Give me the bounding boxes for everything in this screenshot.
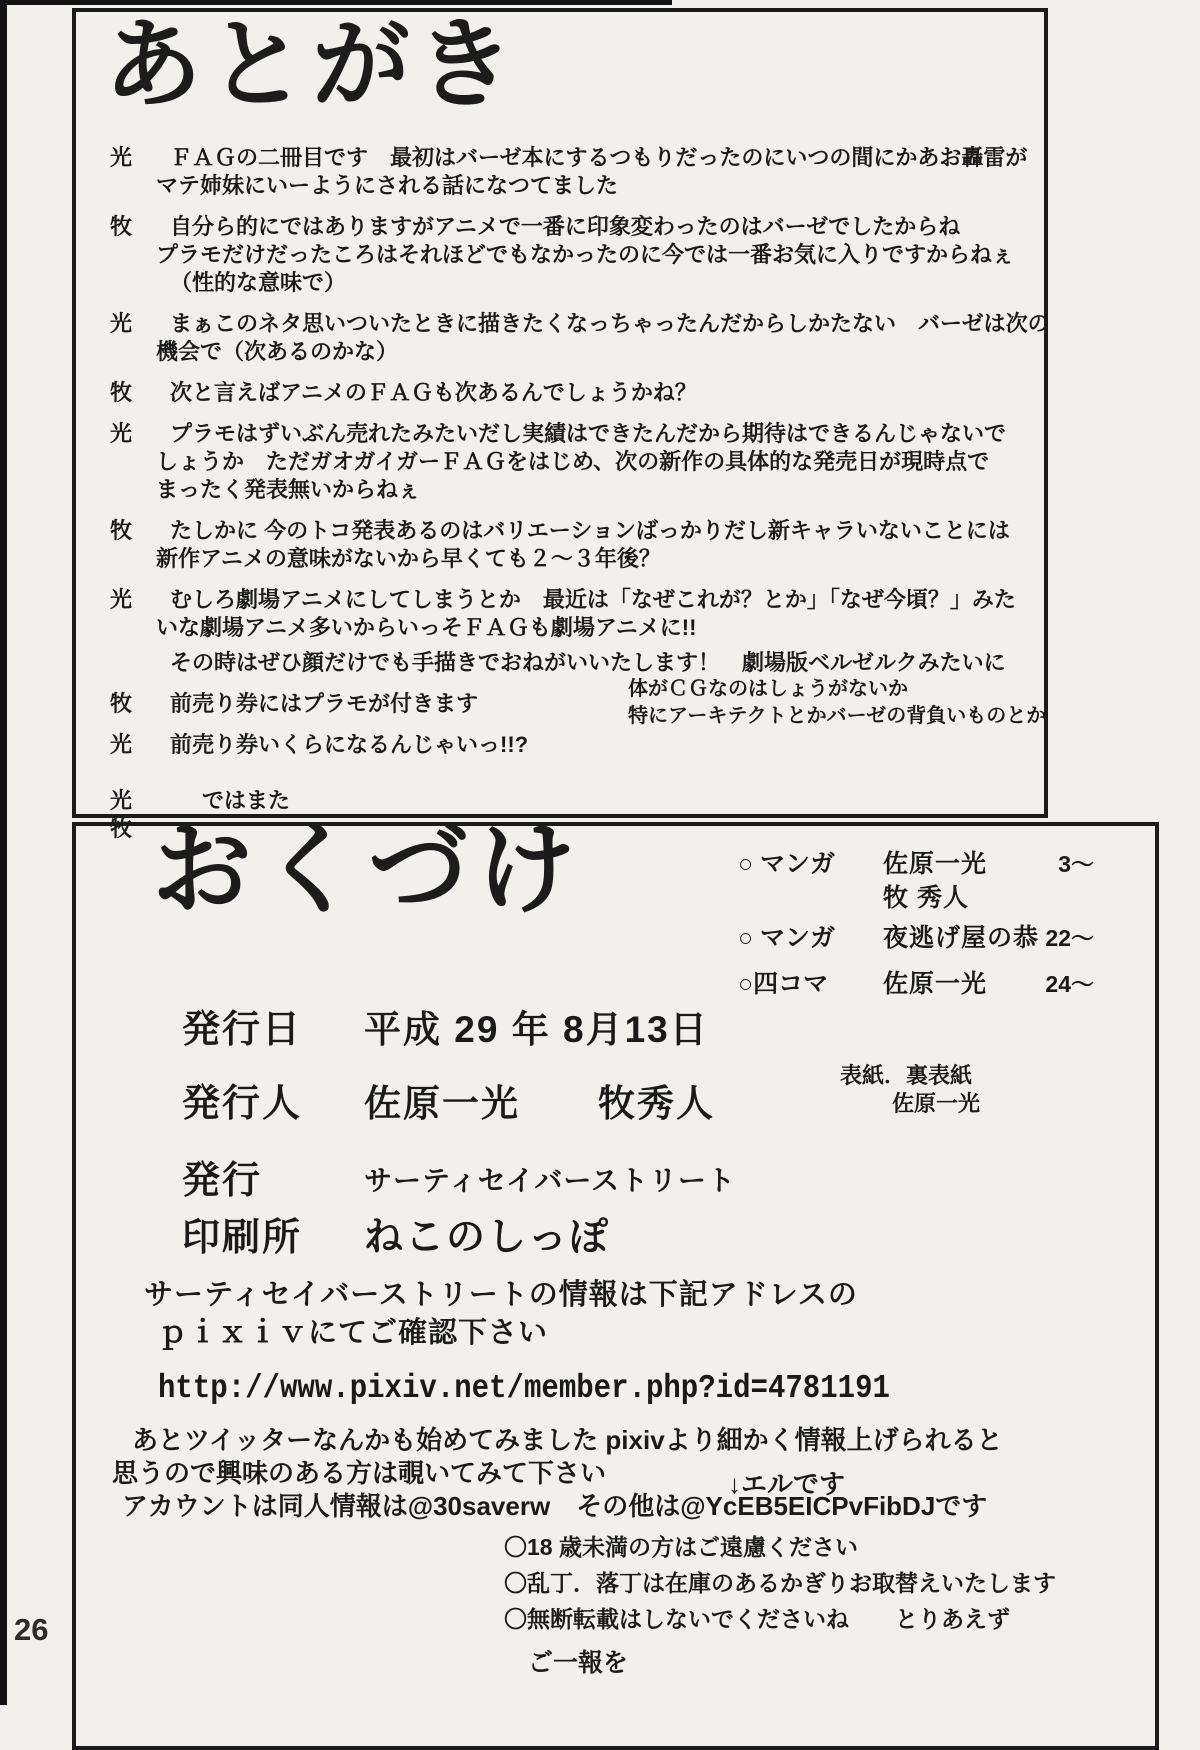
dialogue-text: 新作アニメの意味がないから早くても２～３年後？ <box>156 546 661 571</box>
field-publishers <box>182 1080 715 1128</box>
dialogue-text: まったく発表無いからねぇ <box>156 477 421 502</box>
afterword-dialogue <box>94 144 1050 843</box>
dialogue-row <box>94 379 1032 407</box>
dialogue-text: いな劇場アニメ多いからいっそＦＡＧも劇場アニメに!! <box>156 615 697 640</box>
speaker-label: 牧 <box>110 518 137 543</box>
circle-info-line: サーティセイバーストリートの情報は下記アドレスの <box>144 1279 858 1311</box>
dialogue-row <box>94 614 1032 642</box>
cover-credit-line: 表紙．裏表紙 <box>840 1063 973 1088</box>
dialogue-row <box>94 448 1032 476</box>
cover-credit-note <box>840 1062 980 1118</box>
speaker-label <box>94 476 156 504</box>
field-circle <box>182 1160 736 1202</box>
twitter-info-line: 思うので興味のある方は覗いてみて下さい <box>112 1458 607 1488</box>
dialogue-row <box>94 731 1032 759</box>
dialogue-row <box>94 586 1032 614</box>
credit-name: 佐原一光 <box>883 970 988 998</box>
credit-row <box>738 848 1098 880</box>
margin-note-line: 体がＣＧなのはしょうがないか <box>628 678 908 700</box>
dialogue-text: プラモはずいぶん売れたみたいだし実績はできたんだから期待はできるんじゃないで <box>170 421 1007 446</box>
twitter-info <box>112 1424 1003 1523</box>
field-label: 発行人 <box>182 1083 303 1125</box>
field-label: 発行 <box>182 1160 263 1202</box>
dialogue-row <box>94 144 1032 172</box>
speaker-label <box>94 269 156 297</box>
speaker-label <box>94 338 156 366</box>
credit-name: 佐原一光 <box>883 850 988 878</box>
credits-list <box>738 848 1098 1000</box>
speaker-label <box>94 448 156 476</box>
dialogue-row <box>94 241 1032 269</box>
field-value: 佐原一光 牧秀人 <box>364 1083 715 1124</box>
dialogue-text: ではまた <box>202 788 291 813</box>
afterword-title: あとがき <box>104 9 521 119</box>
colophon-section <box>72 814 1159 1750</box>
speaker-label: 牧 <box>110 214 137 239</box>
credit-row <box>738 882 1098 914</box>
dialogue-row <box>94 172 1032 200</box>
dialogue-text: プラモだけだったころはそれほどでもなかったのに今では一番お気に入りですからねぇ <box>156 242 1015 267</box>
dialogue-text: 自分ら的にではありますがアニメで一番に印象変わったのはバーゼでしたからね <box>170 214 961 239</box>
credit-pages <box>1033 882 1098 914</box>
dialogue-row <box>94 310 1050 338</box>
speaker-label <box>94 649 156 677</box>
credit-pages: 22～ <box>1045 925 1094 951</box>
dialogue-text: 機会で（次あるのかな） <box>156 339 399 364</box>
afterword-section <box>72 8 1050 841</box>
field-value: 平成 29 年 8月13日 <box>364 1009 709 1050</box>
dialogue-text: しょうか ただガオガイガーＦＡＧをはじめ、次の新作の具体的な発売日が現時点で <box>156 449 990 474</box>
dialogue-row <box>94 213 1032 241</box>
colophon-title: おくづけ <box>152 814 584 926</box>
credit-name: 夜逃げ屋の恭 <box>883 924 1040 952</box>
speaker-label: 牧 <box>110 380 137 405</box>
twitter-info-line: アカウントは同人情報は@30saverw その他は@YcEB5EICPvFibDJです <box>122 1491 988 1521</box>
notice-line: 〇乱丁．落丁は在庫のあるかぎりお取替えいたします <box>504 1570 1056 1596</box>
speaker-label <box>94 545 156 573</box>
speaker-label: 光牧 <box>110 788 137 841</box>
speaker-label: 光 <box>110 421 137 446</box>
credit-category: ○四コマ <box>738 970 829 998</box>
dialogue-row <box>94 476 1032 504</box>
dialogue-text: むしろ劇場アニメにしてしまうとか 最近は「なぜこれが？とか」「なぜ今頃？」みた <box>170 587 1016 612</box>
speaker-label <box>94 241 156 269</box>
dialogue-row <box>94 545 1032 573</box>
dialogue-text: 前売り券にはプラモが付きます <box>170 691 479 716</box>
credit-row <box>738 922 1098 954</box>
dialogue-text: 前売り券いくらになるんじゃいっ!!? <box>170 732 529 757</box>
credit-pages: 3～ <box>1058 851 1094 877</box>
dialogue-text: まぁこのネタ思いついたときに描きたくなっちゃったんだからしかたない バーゼは次の <box>170 311 1050 336</box>
dialogue-text: マテ姉妹にいーようにされる話になつてました <box>156 173 619 198</box>
circle-info-line: ｐｉｘｉｖにてご確認下さい <box>158 1317 549 1349</box>
speaker-label: 光 <box>110 145 137 170</box>
credit-category <box>738 882 883 914</box>
credit-name: 牧 秀人 <box>883 884 969 912</box>
credit-category: ○ マンガ <box>738 924 836 952</box>
credit-pages: 24～ <box>1045 971 1094 997</box>
field-publication-date <box>182 1006 709 1054</box>
dialogue-text: 次と言えばアニメのＦＡＧも次あるんでしょうかね？ <box>170 380 697 405</box>
speaker-label: 光 <box>110 311 137 336</box>
scan-edge-top <box>0 0 672 5</box>
margin-note-line: 特にアーキテクトとかバーゼの背負いものとか <box>628 705 1047 727</box>
speaker-label <box>94 614 156 642</box>
dialogue-row <box>94 517 1032 545</box>
speaker-label: 牧 <box>110 691 137 716</box>
speaker-label <box>94 172 156 200</box>
page-number: 26 <box>14 1612 49 1647</box>
dialogue-row <box>94 420 1032 448</box>
dialogue-row <box>94 649 1032 677</box>
el-arrow-note: ↓エルです <box>728 1469 846 1499</box>
notice-line: 〇18 歳未満の方はご遠慮ください <box>504 1534 858 1560</box>
circle-info <box>144 1276 858 1352</box>
notice-line: 〇無断転載はしないでくださいね とりあえず <box>504 1606 1010 1632</box>
speaker-label: 光 <box>110 732 137 757</box>
credit-row <box>738 968 1098 1000</box>
scan-edge-left <box>0 0 7 1705</box>
dialogue-text: その時はぜひ顔だけでも手描きでおねがいいたします！ 劇場版ベルゼルクみたいに <box>170 650 1006 675</box>
speaker-label: 光 <box>110 587 137 612</box>
field-value: ねこのしっぽ <box>364 1216 611 1259</box>
dialogue-row <box>94 338 1032 366</box>
pixiv-url: http://www.pixiv.net/member.php?id=4781191 <box>158 1370 890 1407</box>
dialogue-text: （性的な意味で） <box>170 270 347 295</box>
margin-note <box>628 676 1046 730</box>
dialogue-text: ＦＡＧの二冊目です 最初はバーゼ本にするつもりだったのにいつの間にかあお轟雷が <box>170 145 1028 170</box>
notice-tail: ご一報を <box>528 1649 629 1677</box>
field-value: サーティセイバーストリート <box>364 1165 736 1196</box>
cover-credit-line: 佐原一光 <box>892 1091 981 1116</box>
twitter-info-line: あとツイッターなんかも始めてみました pixivより細かく情報上げられると <box>132 1425 1003 1455</box>
dialogue-text: たしかに 今のトコ発表あるのはバリエーションばっかりだし新キャラいないことには <box>170 518 1010 543</box>
credit-category: ○ マンガ <box>738 850 836 878</box>
field-printer <box>182 1214 610 1262</box>
dialogue-row <box>94 269 1032 297</box>
notices-list <box>504 1529 1056 1681</box>
field-label: 印刷所 <box>182 1217 303 1259</box>
field-label: 発行日 <box>182 1009 303 1051</box>
